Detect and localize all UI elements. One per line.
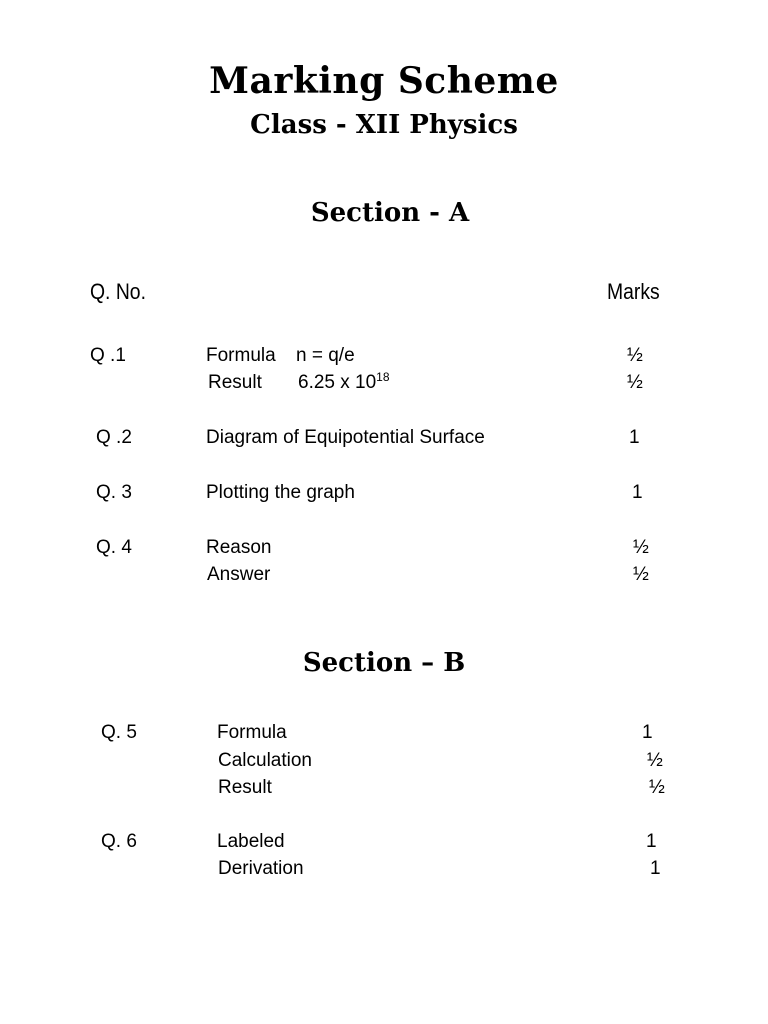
- qno-column-header: Q. No.: [90, 279, 146, 304]
- q4-answer-marks: ½: [633, 564, 649, 585]
- section-a-heading: Section - A: [310, 198, 470, 228]
- q1-result-marks: ½: [627, 372, 643, 393]
- q1-result-exponent: 18: [376, 370, 390, 384]
- q6-labeled-marks: 1: [646, 831, 657, 852]
- q5-result-marks: ½: [649, 777, 665, 798]
- q4-number: Q. 4: [96, 537, 132, 558]
- page-subtitle: Class - XII Physics: [250, 110, 518, 140]
- q1-number: Q .1: [90, 345, 126, 366]
- q3-label: Plotting the graph: [206, 482, 355, 503]
- q2-label: Diagram of Equipotential Surface: [206, 427, 485, 448]
- q1-formula-value: n = q/e: [296, 345, 355, 366]
- q4-answer-label: Answer: [207, 564, 271, 585]
- q5-calculation-marks: ½: [647, 750, 663, 771]
- q5-calculation-label: Calculation: [218, 750, 312, 771]
- q4-reason-label: Reason: [206, 537, 272, 558]
- q6-derivation-marks: 1: [650, 858, 661, 879]
- q1-result-label: Result: [208, 372, 262, 393]
- section-b-heading: Section – B: [302, 648, 466, 678]
- q5-formula-marks: 1: [642, 722, 653, 743]
- q2-marks: 1: [629, 427, 640, 448]
- q1-result-value: [298, 370, 390, 393]
- q3-marks: 1: [632, 482, 643, 503]
- q4-reason-marks: ½: [633, 537, 649, 558]
- q1-formula-label: Formula: [206, 345, 276, 366]
- q3-number: Q. 3: [96, 482, 132, 503]
- q5-result-label: Result: [218, 777, 272, 798]
- q6-derivation-label: Derivation: [218, 858, 304, 879]
- q2-number: Q .2: [96, 427, 132, 448]
- q5-formula-label: Formula: [217, 722, 287, 743]
- q6-labeled-label: Labeled: [217, 831, 285, 852]
- q6-number: Q. 6: [101, 831, 137, 852]
- marks-column-header: Marks: [607, 279, 660, 304]
- page-title: Marking Scheme: [209, 60, 559, 102]
- q1-result-base: 6.25 x 10: [298, 372, 377, 393]
- q5-number: Q. 5: [101, 722, 137, 743]
- q1-formula-marks: ½: [627, 345, 643, 366]
